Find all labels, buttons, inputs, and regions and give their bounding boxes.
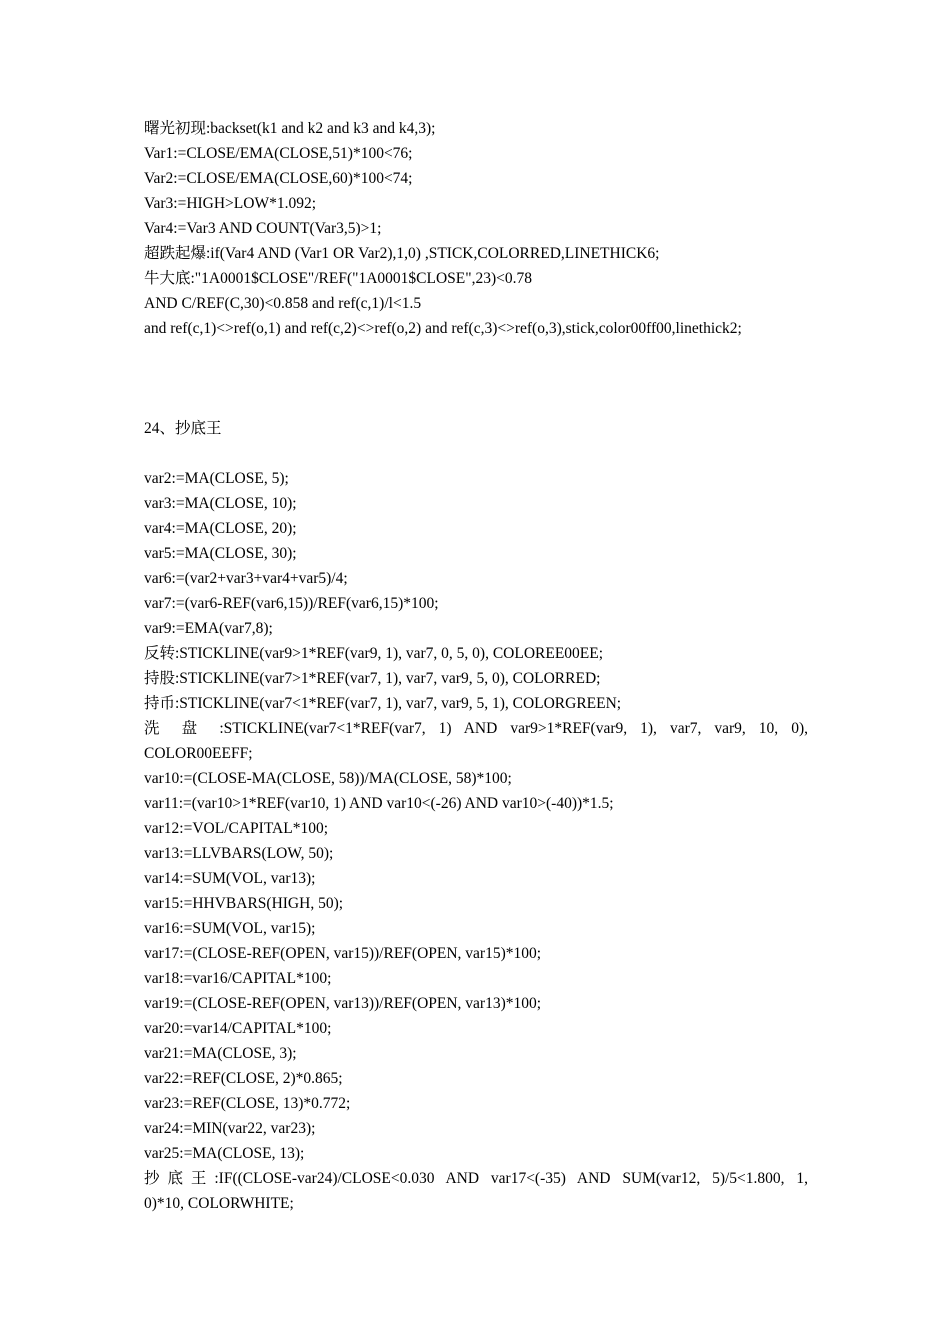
code-line: var13:=LLVBARS(LOW, 50); xyxy=(144,845,334,862)
code-line: var18:=var16/CAPITAL*100; xyxy=(144,970,332,987)
code-line: 0)*10, COLORWHITE; xyxy=(144,1195,294,1212)
code-line: var17:=(CLOSE-REF(OPEN, var15))/REF(OPEN, var15)*100; xyxy=(144,945,542,962)
code-line-wrapped: 抄底王:IF((CLOSE-var24)/CLOSE<0.030 AND var17<(-35) AND SUM(var12, 5)/5<1.800, 1, xyxy=(144,1170,808,1187)
code-line: var7:=(var6-REF(var6,15))/REF(var6,15)*100; xyxy=(144,595,439,612)
code-line: 超跌起爆:if(Var4 AND (Var1 OR Var2),1,0) ,STICK,COLORRED,LINETHICK6; xyxy=(144,245,660,262)
code-line: 持股:STICKLINE(var7>1*REF(var7, 1), var7, var9, 5, 0), COLORRED; xyxy=(144,670,601,687)
formula-block-shuguang xyxy=(144,116,808,341)
code-line: var4:=MA(CLOSE, 20); xyxy=(144,520,297,537)
code-line: var22:=REF(CLOSE, 2)*0.865; xyxy=(144,1070,343,1087)
formula-block-chaodiwang xyxy=(144,466,808,1216)
code-line: and ref(c,1)<>ref(o,1) and ref(c,2)<>ref(o,2) and ref(c,3)<>ref(o,3),stick,color00ff00,linethick2; xyxy=(144,320,742,337)
code-line: var25:=MA(CLOSE, 13); xyxy=(144,1145,305,1162)
code-line: 牛大底:"1A0001$CLOSE"/REF("1A0001$CLOSE",23)<0.78 xyxy=(144,270,532,287)
code-line: var24:=MIN(var22, var23); xyxy=(144,1120,316,1137)
code-line: var5:=MA(CLOSE, 30); xyxy=(144,545,297,562)
code-line: var23:=REF(CLOSE, 13)*0.772; xyxy=(144,1095,351,1112)
code-line: var21:=MA(CLOSE, 3); xyxy=(144,1045,297,1062)
code-line: var20:=var14/CAPITAL*100; xyxy=(144,1020,332,1037)
code-line: var12:=VOL/CAPITAL*100; xyxy=(144,820,329,837)
code-line-wrapped: 洗 盘 :STICKLINE(var7<1*REF(var7, 1) AND var9>1*REF(var9, 1), var7, var9, 10, 0), xyxy=(144,720,808,737)
code-line: Var2:=CLOSE/EMA(CLOSE,60)*100<74; xyxy=(144,170,413,187)
document-body xyxy=(144,116,808,1216)
code-line: var2:=MA(CLOSE, 5); xyxy=(144,470,289,487)
code-line: Var4:=Var3 AND COUNT(Var3,5)>1; xyxy=(144,220,382,237)
section-spacer xyxy=(144,341,808,416)
code-line: var9:=EMA(var7,8); xyxy=(144,620,273,637)
code-line: var6:=(var2+var3+var4+var5)/4; xyxy=(144,570,348,587)
code-line: var15:=HHVBARS(HIGH, 50); xyxy=(144,895,344,912)
code-line: 持币:STICKLINE(var7<1*REF(var7, 1), var7, var9, 5, 1), COLORGREEN; xyxy=(144,695,622,712)
code-line: var11:=(var10>1*REF(var10, 1) AND var10<(-26) AND var10>(-40))*1.5; xyxy=(144,795,614,812)
code-line: var3:=MA(CLOSE, 10); xyxy=(144,495,297,512)
code-line: 反转:STICKLINE(var9>1*REF(var9, 1), var7, 0, 5, 0), COLOREE00EE; xyxy=(144,645,604,662)
code-line: 曙光初现:backset(k1 and k2 and k3 and k4,3); xyxy=(144,120,436,137)
code-line: var10:=(CLOSE-MA(CLOSE, 58))/MA(CLOSE, 58)*100; xyxy=(144,770,512,787)
code-line: COLOR00EEFF; xyxy=(144,745,253,762)
code-line: Var3:=HIGH>LOW*1.092; xyxy=(144,195,317,212)
code-line: AND C/REF(C,30)<0.858 and ref(c,1)/l<1.5 xyxy=(144,295,422,312)
code-line: var14:=SUM(VOL, var13); xyxy=(144,870,316,887)
section-heading: 24、抄底王 xyxy=(144,420,222,437)
code-line: var19:=(CLOSE-REF(OPEN, var13))/REF(OPEN, var13)*100; xyxy=(144,995,542,1012)
code-line: Var1:=CLOSE/EMA(CLOSE,51)*100<76; xyxy=(144,145,413,162)
section-spacer xyxy=(144,441,808,466)
code-line: var16:=SUM(VOL, var15); xyxy=(144,920,316,937)
